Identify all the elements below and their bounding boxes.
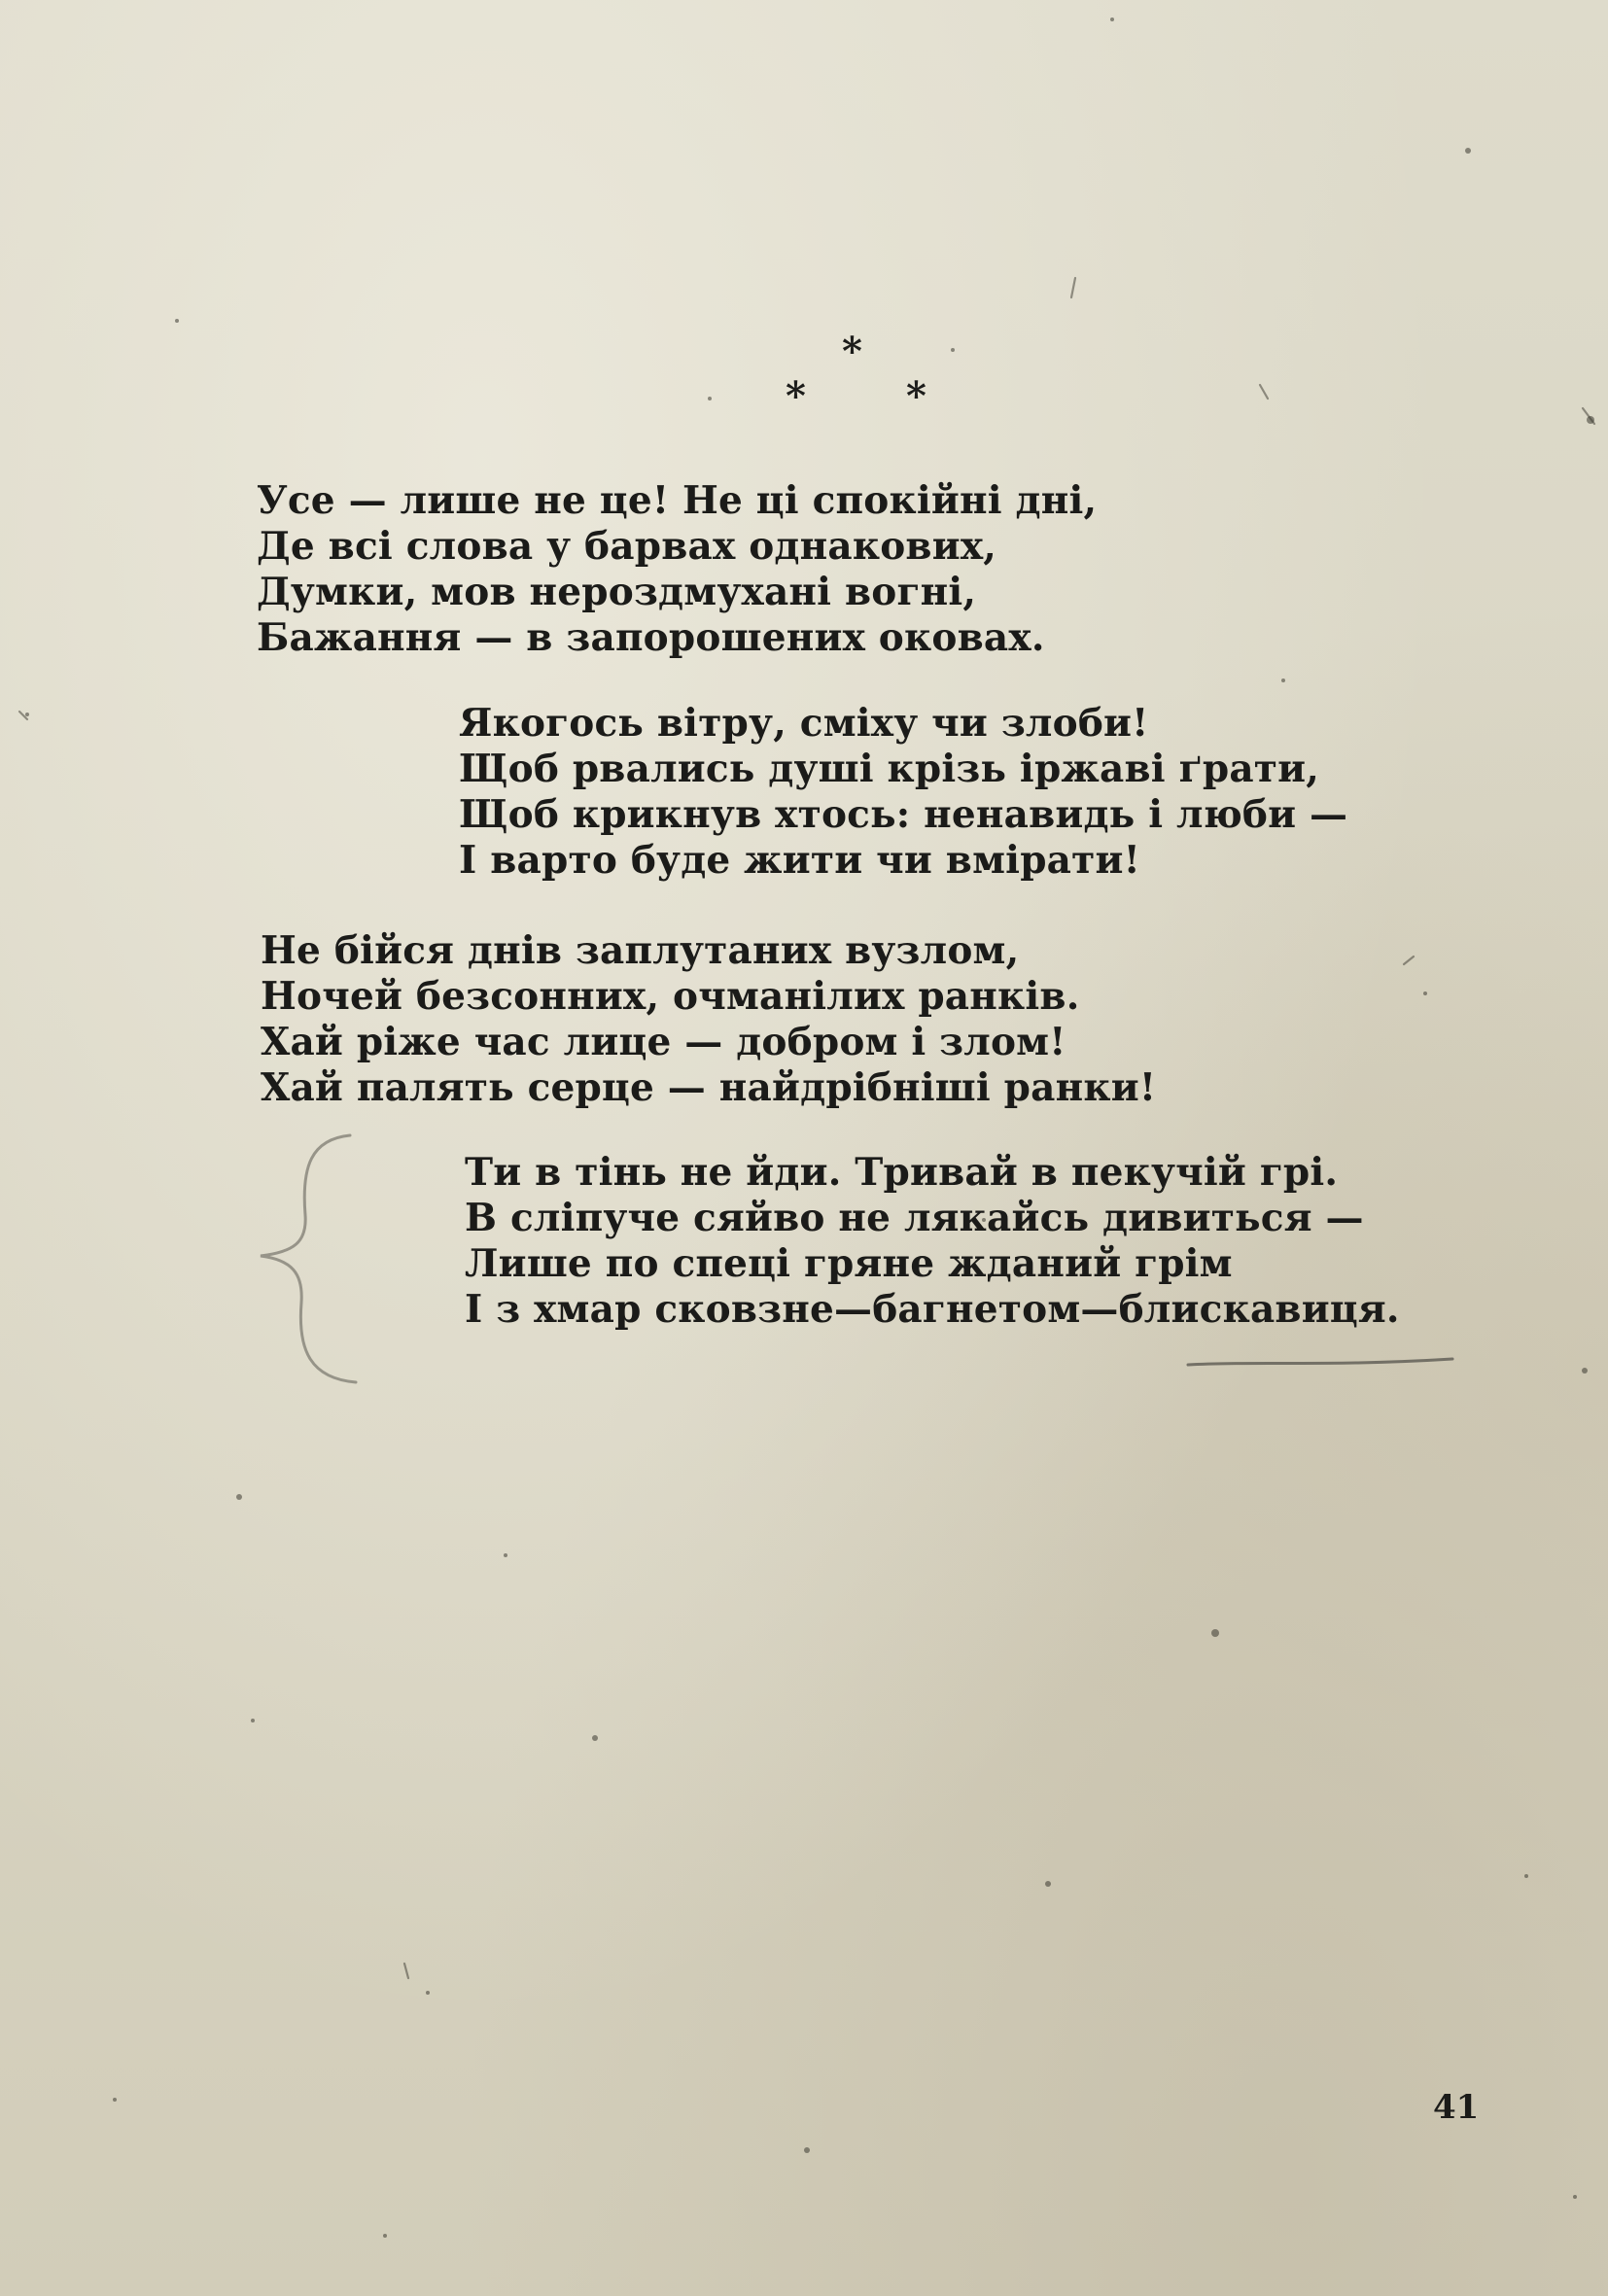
ornament-star-right: * [906,373,926,419]
stanza-2 [459,701,1347,884]
poem-line: Бажання — в запорошених оковах. [257,615,1045,660]
poem-line: І з хмар сковзне—багнетом—блискавиця. [465,1287,1400,1332]
poem-line: Усе — лише не це! Не ці спокійні дні, [257,478,1098,523]
stanza-4 [465,1150,1400,1333]
page-number: 41 [1433,2088,1480,2127]
poem-line: Ти в тінь не йди. Тривай в пекучій грі. [465,1150,1339,1195]
poem-line: Думки, мов нероздмухані вогні, [257,570,977,614]
poem-line: Щоб крикнув хтось: ненавидь і люби — [459,792,1348,837]
ornament-star-top: * [842,329,862,374]
pencil-underline-mark [1184,1353,1456,1371]
poem-line: Якогось вітру, сміху чи злоби! [459,701,1149,746]
pencil-brace-mark [243,1128,360,1390]
poem-line: Хай ріже час лице — добром і злом! [261,1020,1066,1064]
poem-line: Щоб рвались душі крізь іржаві ґрати, [459,747,1320,791]
poem-line: Хай палять серце — найдрібніші ранки! [261,1065,1157,1110]
poem-line: Де всі слова у барвах однакових, [257,524,997,569]
poem-line: Ночей безсонних, очманілих ранків. [261,974,1080,1019]
poem-line: Не бійся днів заплутаних вузлом, [261,928,1020,973]
poem-line: І варто буде жити чи вмірати! [459,838,1140,883]
poem-line: Лише по спеці гряне жданий грім [465,1241,1233,1286]
poem-line: В сліпуче сяйво не лякайсь дивиться — [465,1196,1364,1240]
stanza-3 [261,928,1156,1111]
ornament-star-left: * [786,373,806,419]
stanza-1 [257,478,1097,661]
